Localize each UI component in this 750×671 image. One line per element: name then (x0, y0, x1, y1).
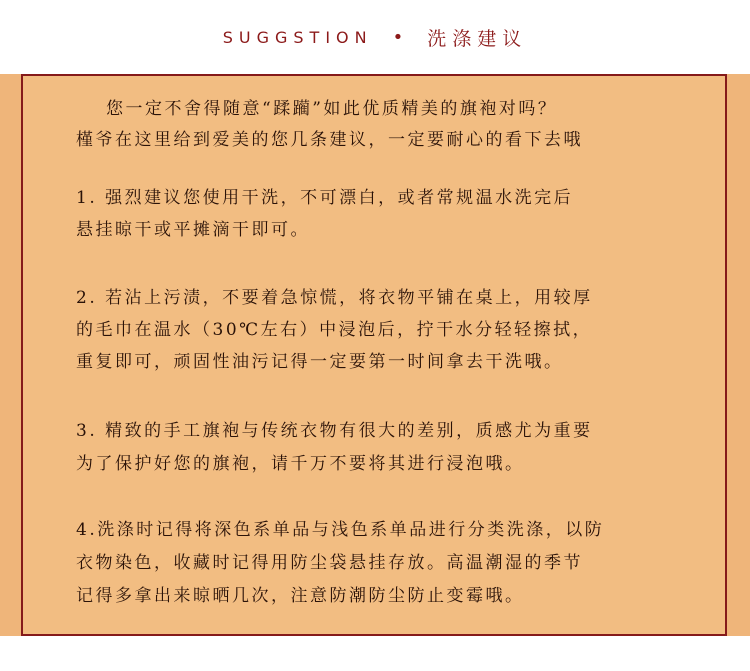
tip-2-line-1: 2. 若沾上污渍，不要着急惊慌，将衣物平铺在桌上，用较厚 (76, 288, 593, 308)
header-title-cn: 洗涤建议 (427, 27, 528, 50)
header-title-en: SUGGSTION (222, 27, 373, 47)
tip-2-line-2: 的毛巾在温水（30℃左右）中浸泡后，拧干水分轻轻擦拭， (76, 320, 593, 340)
tip-2-line-3: 重复即可，顽固性油污记得一定要第一时间拿去干洗哦。 (76, 352, 564, 372)
tip-3-line-1: 3. 精致的手工旗袍与传统衣物有很大的差别，质感尤为重要 (76, 421, 593, 441)
tip-4-line-1: 4.洗涤时记得将深色系单品与浅色系单品进行分类洗涤，以防 (76, 520, 605, 540)
header-separator-dot: • (392, 26, 404, 48)
tip-1-line-1: 1. 强烈建议您使用干洗，不可漂白，或者常规温水洗完后 (76, 188, 574, 208)
tip-3-line-2: 为了保护好您的旗袍，请千万不要将其进行浸泡哦。 (76, 454, 525, 474)
tip-4-line-2: 衣物染色，收藏时记得用防尘袋悬挂存放。高温潮湿的季节 (76, 553, 583, 573)
tip-4-line-3: 记得多拿出来晾晒几次，注意防潮防尘防止变霉哦。 (76, 586, 525, 606)
intro-line-1: 您一定不舍得随意“蹂躏”如此优质精美的旗袍对吗？ (106, 99, 558, 119)
tip-1-line-2: 悬挂晾干或平摊滴干即可。 (76, 220, 310, 240)
suggestion-panel (21, 74, 727, 636)
section-header (0, 0, 750, 74)
intro-line-2: 槿爷在这里给到爱美的您几条建议，一定要耐心的看下去哦 (76, 130, 583, 150)
